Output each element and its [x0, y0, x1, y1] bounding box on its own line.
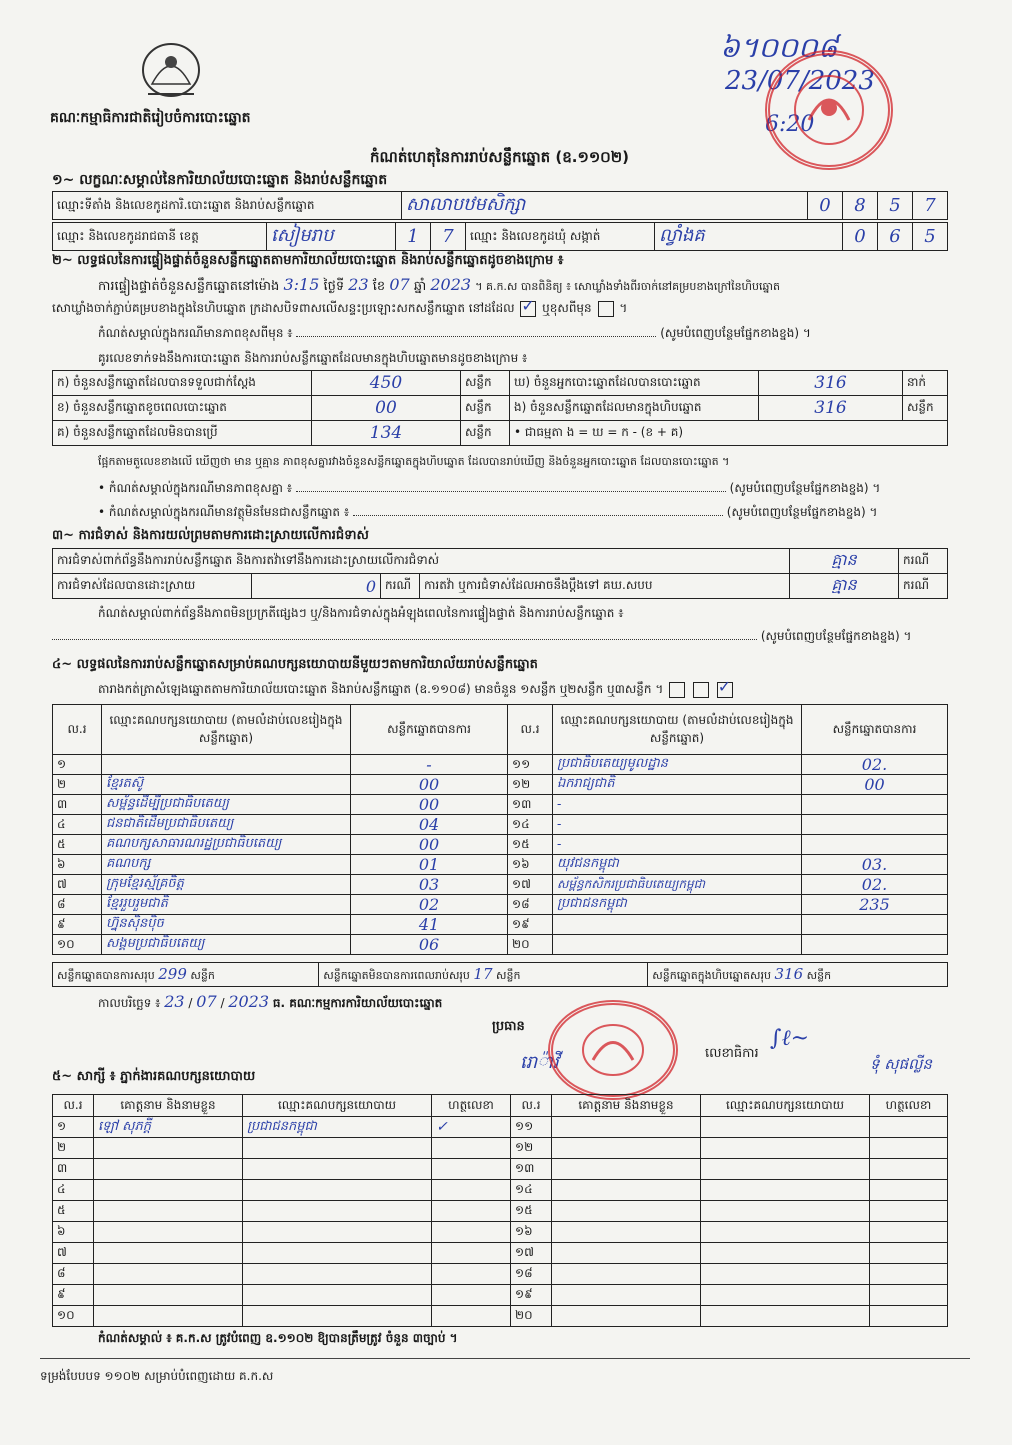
party-name: -: [553, 835, 802, 855]
objection-unit: ករណី: [899, 549, 948, 574]
party-votes: -: [351, 755, 508, 775]
date-year: 2023: [228, 992, 270, 1011]
col-party: ឈ្មោះគណបក្សនយោបាយ (តាមលំដាប់លេខរៀងក្នុងសន្លឹកឆ្នោត): [553, 705, 802, 755]
party-name: -: [553, 815, 802, 835]
row-no: ១២: [511, 1138, 552, 1159]
note-suffix: (សូមបំពេញបន្ថែមផ្នែកខាងខ្នង) ។: [660, 326, 811, 340]
row-no: ៥: [53, 1201, 94, 1222]
stamp-seal: [765, 50, 893, 170]
total-box-unit: សន្លឹក: [806, 968, 832, 982]
table-row: [53, 1201, 948, 1222]
col-party: ឈ្មោះគណបក្សនយោបាយ (តាមលំដាប់លេខរៀងក្នុងសន្លឹកឆ្នោត): [102, 705, 351, 755]
bullet2-suffix: (សូមបំពេញបន្ថែមផ្នែកខាងខ្នង) ។: [726, 505, 878, 519]
secretary-signature: ∫ℓ~: [770, 1026, 810, 1051]
party-votes: 41: [351, 915, 508, 935]
row-no: ៣: [53, 1159, 94, 1180]
party-votes: 04: [351, 815, 508, 835]
province-digit: 7: [431, 223, 466, 251]
handwritten-time: 6:20: [765, 112, 815, 137]
party-name: ហ្វ៊ុនស៊ិនប៉ិច: [102, 915, 351, 935]
bullet1-dots: [296, 491, 726, 492]
section3-table: [52, 548, 948, 599]
count-left-value: 00: [312, 396, 461, 421]
row-no: ១០: [53, 1306, 94, 1327]
count-row: [53, 396, 948, 421]
col-no: ល.រ: [53, 1095, 94, 1117]
party-name: ជនជាតិដើមប្រជាធិបតេយ្យ: [102, 815, 351, 835]
row-no: ៨: [53, 1264, 94, 1285]
row-no: ១៩: [508, 915, 553, 935]
count-right-value: 316: [759, 371, 903, 396]
compare-line: ផ្អែកតាមតួលេខខាងលើ ឃើញថា មាន ឬគ្មាន ភាពខុសគ្នារវាងចំនួនសន្លឹកឆ្នោតក្នុងហិបឆ្នោត ដែលបានរាប់ឃើញ និងចំនួនអ្នកបោះឆ្នោត ដែលបានបោះឆ្នោត ។: [98, 455, 730, 468]
party-votes: 02: [351, 895, 508, 915]
table-row: [53, 815, 948, 835]
col-sign: ហត្ថលេខា: [432, 1095, 511, 1117]
location-digit: 0: [808, 192, 843, 220]
col-name: គោត្តនាម និងនាមខ្លួន: [552, 1095, 701, 1117]
commune-digit: 6: [878, 223, 913, 251]
party-name: ខ្មែរតស៊ូ: [102, 775, 351, 795]
party-votes: 02.: [802, 875, 948, 895]
location-label: ឈ្មោះទីតាំង និងលេខកូដការិ.បោះឆ្នោត និងរាប់សន្លឹកឆ្នោត: [53, 192, 402, 220]
commune-digit: 5: [913, 223, 948, 251]
row-no: ១៤: [508, 815, 553, 835]
different-checkbox[interactable]: [598, 301, 614, 317]
count-row: [53, 421, 948, 446]
row-no: ១២: [508, 775, 553, 795]
table-row: [53, 1243, 948, 1264]
emblem-icon: [138, 40, 204, 102]
location-digit: 5: [878, 192, 913, 220]
committee-stamp: [548, 1000, 678, 1100]
col-name: គោត្តនាម និងនាមខ្លួន: [94, 1095, 243, 1117]
note-label: កំណត់សម្គាល់ក្នុងករណីមានភាពខុសពីមុន ៖: [98, 326, 293, 340]
totals-table: [52, 962, 948, 987]
row-no: ១៥: [508, 835, 553, 855]
handwritten-date: 23/07/2023: [725, 66, 875, 96]
count-right-value: 316: [759, 396, 903, 421]
section1-table: [52, 191, 948, 220]
count-left-unit: សន្លឹក: [461, 421, 510, 446]
table-row: [53, 775, 948, 795]
verify-year: 2023: [430, 275, 472, 294]
count-row: [53, 371, 948, 396]
location-value: សាលាបឋមសិក្សា: [402, 192, 808, 220]
row-no: ២: [53, 775, 102, 795]
total-invalid-unit: សន្លឹក: [496, 968, 521, 982]
count-left-value: 134: [312, 421, 461, 446]
witness-table: [52, 1094, 948, 1327]
section3-note-row: [52, 628, 911, 646]
count-left-label: ក) ចំនួនសន្លឹកឆ្នោតដែលបានទទួលជាក់ស្តែង: [53, 371, 312, 396]
party-votes: 00: [351, 775, 508, 795]
secretary-name: ទុំ សុផល្លីន: [870, 1055, 932, 1073]
verify-prefix: ការផ្ទៀងផ្ទាត់ចំនួនសន្លឹកឆ្នោតនៅម៉ោង: [98, 279, 280, 294]
resolved-unit: ករណី: [381, 574, 420, 599]
row-no: ១: [53, 1117, 94, 1138]
total-valid-label: សន្លឹកឆ្នោតបានការសរុប: [57, 968, 155, 982]
section3-heading: ៣~ ការជំទាស់ និងការយល់ព្រមតាមការដោះស្រាយលើការជំទាស់: [52, 528, 369, 543]
count-right-label: ង) ចំនួនសន្លឹកឆ្នោតដែលមានក្នុងហិបឆ្នោត: [510, 396, 759, 421]
total-box: 316: [774, 964, 804, 983]
party-votes: 03: [351, 875, 508, 895]
row-no: ២០: [508, 935, 553, 955]
row-no: ១១: [508, 755, 553, 775]
party-votes: 00: [351, 795, 508, 815]
commune-label: ឈ្មោះ និងលេខកូដឃុំ សង្កាត់: [466, 223, 655, 251]
appeal-label: ការតវ៉ា ឬការជំទាស់ដែលអាចនឹងប្តឹងទៅ គឃ.សបប: [420, 574, 790, 599]
table-row: [53, 1138, 948, 1159]
table-row: [53, 895, 948, 915]
party-name: [553, 935, 802, 955]
witness-party: ប្រជាជនកម្ពុជា: [243, 1117, 432, 1138]
row-no: ១៧: [511, 1243, 552, 1264]
section1-table-row2: [52, 222, 948, 251]
sheet-line: [98, 681, 735, 699]
table-row: [53, 875, 948, 895]
row-no: ២: [53, 1138, 94, 1159]
row-no: ៤: [53, 815, 102, 835]
section3-note: កំណត់សម្គាល់ពាក់ព័ន្ធនឹងភាពមិនប្រក្រតីផ្សេងៗ ឬ/និងការជំទាស់ក្នុងអំឡុងពេលនៃការផ្ទៀងផ្ទាត់ និងការរាប់សន្លឹកឆ្នោត ៖: [98, 606, 624, 620]
party-name: ប្រជាជនកម្ពុជា: [553, 895, 802, 915]
results-table: [52, 704, 948, 955]
party-name: យុវជនកម្ពុជា: [553, 855, 802, 875]
total-valid-cell: [53, 963, 319, 987]
party-votes: 00: [802, 775, 948, 795]
province-digit: 1: [396, 223, 431, 251]
section4-heading: ៤~ លទ្ធផលនៃការរាប់សន្លឹកឆ្នោតសម្រាប់គណបក្សនយោបាយនីមួយៗតាមការិយាល័យរាប់សន្លឹកឆ្នោត: [52, 657, 538, 672]
party-name: ខ្មែររួបរួមជាតិ: [102, 895, 351, 915]
party-votes: 235: [802, 895, 948, 915]
row-no: ៧: [53, 875, 102, 895]
bullet2: • កំណត់សម្គាល់ក្នុងករណីមានវត្ថុមិនមែនជាសន្លឹកឆ្នោត ៖: [98, 505, 350, 519]
table-row: [53, 1264, 948, 1285]
commune-digit: 0: [843, 223, 878, 251]
footer-divider: [40, 1358, 970, 1359]
verify-or: ឬខុសពីមុន: [542, 301, 592, 315]
location-digit: 8: [843, 192, 878, 220]
party-votes: 02.: [802, 755, 948, 775]
verify-month: 07: [389, 275, 410, 294]
section2-intro: គូរលេខទាក់ទងនឹងការបោះឆ្នោត និងការរាប់សន្លឹកឆ្នោតដែលមានក្នុងហិបឆ្នោតមានដូចខាងក្រោម ៖: [98, 351, 528, 365]
party-name: ប្រជាធិបតេយ្យមូលដ្ឋាន: [553, 755, 802, 775]
row-no: ១៧: [508, 875, 553, 895]
verify-line: [98, 275, 780, 297]
org-name: គណៈកម្មាធិការជាតិរៀបចំការបោះឆ្នោត: [50, 110, 251, 126]
col-votes: សន្លឹកឆ្នោតបានការ: [802, 705, 948, 755]
bullet1: • កំណត់សម្គាល់ក្នុងករណីមានភាពខុសគ្នា ៖: [98, 481, 293, 495]
party-votes: [802, 795, 948, 815]
row-no: ១១: [511, 1117, 552, 1138]
table-row: [53, 1117, 948, 1138]
chair-name: រោ៉ាវី: [520, 1052, 559, 1073]
secretary-label: លេខាធិការ: [705, 1046, 759, 1061]
two-sheet-checkbox[interactable]: [693, 682, 709, 698]
row-no: ១៥: [511, 1201, 552, 1222]
col-sign: ហត្ថលេខា: [870, 1095, 948, 1117]
party-votes: 03.: [802, 855, 948, 875]
count-left-label: គ) ចំនួនសន្លឹកឆ្នោតដែលមិនបានប្រើ: [53, 421, 312, 446]
one-sheet-checkbox[interactable]: [669, 682, 685, 698]
table-row: [53, 1180, 948, 1201]
total-box-cell: [648, 963, 948, 987]
row-no: ២០: [511, 1306, 552, 1327]
table-row: [53, 1306, 948, 1327]
total-invalid-cell: [319, 963, 648, 987]
witness-name: ឡៅ សុភក្តី: [94, 1117, 243, 1138]
col-no: ល.រ: [508, 705, 553, 755]
row-no: ៥: [53, 835, 102, 855]
party-name: គណបក្ស: [102, 855, 351, 875]
verify-day: 23: [348, 275, 369, 294]
formula: • ជាធម្មតា ង = ឃ = ក - (ខ + គ): [510, 421, 948, 446]
row-no: ៩: [53, 1285, 94, 1306]
party-name: សង្គមប្រជាធិបតេយ្យ: [102, 935, 351, 955]
total-invalid: 17: [473, 964, 493, 983]
count-right-label: ឃ) ចំនួនអ្នកបោះឆ្នោតដែលបានបោះឆ្នោត: [510, 371, 759, 396]
three-sheet-checkbox[interactable]: [717, 682, 733, 698]
party-name: ឯករាជ្យជាតិ: [553, 775, 802, 795]
table-row: [53, 795, 948, 815]
party-votes: 01: [351, 855, 508, 875]
party-name: សម្ព័ន្ធកសិករប្រជាធិបតេយ្យកម្ពុជា: [553, 875, 802, 895]
verify-year-label: ឆ្នាំ: [413, 279, 427, 294]
table-row: [53, 935, 948, 955]
party-votes: 00: [351, 835, 508, 855]
total-invalid-label: សន្លឹកឆ្នោតមិនបានការពេលរាប់សរុប: [323, 968, 470, 982]
date-day: 23: [164, 992, 185, 1011]
sheet-line-text: តារាងកត់ត្រាសំឡេងឆ្នោតតាមការិយាល័យបោះឆ្នោត និងរាប់សន្លឹកឆ្នោត (ឧ.១១០៨) មានចំនួន ១សន្លឹក ឬ២សន្លឹក ឬ៣សន្លឹក ។: [98, 682, 664, 696]
province-label: ឈ្មោះ និងលេខកូដរាជធានី ខេត្ត: [53, 223, 267, 251]
commune-value: ល្វាំងគ: [655, 223, 843, 251]
section5-footnote: កំណត់សម្គាល់ ៖ គ.ក.ស ត្រូវបំពេញ ឧ.១១០២ ឱ្យបានត្រឹមត្រូវ ចំនួន ៣ច្បាប់ ។: [98, 1331, 458, 1345]
party-votes: [802, 915, 948, 935]
party-name: [102, 755, 351, 775]
row-no: ៣: [53, 795, 102, 815]
objection-value: គ្មាន: [790, 549, 899, 574]
committee-label: ធ. គណៈកម្មការការិយាល័យបោះឆ្នោត: [272, 996, 443, 1010]
date-line: កាលបរិច្ឆេទ ៖ 23 / 07 / 2023 ធ. គណៈកម្មការការិយាល័យបោះឆ្នោត: [98, 992, 443, 1011]
verify-line2-row: សោឃ្លាំងចាក់ភ្ជាប់គម្របខាងក្នុងនៃហិបឆ្នោត ក្រដាសបិទពាសលើសន្ទះប្រឡោះសកសន្លឹកឆ្នោត នៅដដែល ✓ ឬខុសពីមុន ។: [52, 300, 627, 318]
note-dots: [296, 336, 656, 337]
handwritten-code: ៦។០០០៨: [720, 31, 838, 64]
note-line: [98, 325, 948, 343]
row-no: ១៦: [511, 1222, 552, 1243]
table-row: [53, 1222, 948, 1243]
total-valid: 299: [158, 964, 187, 983]
party-votes: [802, 935, 948, 955]
section2-table: [52, 370, 948, 446]
bullet1-suffix: (សូមបំពេញបន្ថែមផ្នែកខាងខ្នង) ។: [729, 481, 881, 495]
verify-suffix: ។ គ.ក.ស បានពិនិត្យ ៖ សោឃ្លាំងទាំងពីរចាក់នៅគម្របខាងក្រៅនៃហិបឆ្នោត: [475, 280, 780, 293]
form-title: កំណត់ហេតុនៃការរាប់សន្លឹកឆ្នោត (ឧ.១១០២): [370, 148, 630, 166]
col-party: ឈ្មោះគណបក្សនយោបាយ: [701, 1095, 870, 1117]
count-left-unit: សន្លឹក: [461, 371, 510, 396]
objection-label: ការជំទាស់ពាក់ព័ន្ធនឹងការរាប់សន្លឹកឆ្នោត និងការតវ៉ាទៅនឹងការដោះស្រាយលើការជំទាស់: [53, 549, 790, 574]
resolved-label: ការជំទាស់ដែលបានដោះស្រាយ: [53, 574, 252, 599]
section1-heading: ១~ លក្ខណៈសម្គាល់នៃការិយាល័យបោះឆ្នោត និងរាប់សន្លឹកឆ្នោត: [52, 172, 388, 188]
party-name: គណបក្សសាធារណរដ្ឋប្រជាធិបតេយ្យ: [102, 835, 351, 855]
party-votes: [802, 835, 948, 855]
section3-dots: [52, 639, 757, 640]
total-valid-unit: សន្លឹក: [190, 968, 215, 982]
date-month: 07: [196, 992, 217, 1011]
col-votes: សន្លឹកឆ្នោតបានការ: [351, 705, 508, 755]
resolved-value: 0: [252, 574, 381, 599]
row-no: ៦: [53, 855, 102, 875]
same-checkbox[interactable]: [520, 301, 536, 317]
row-no: ១៤: [511, 1180, 552, 1201]
row-no: ៦: [53, 1222, 94, 1243]
row-no: ១: [53, 755, 102, 775]
count-left-label: ខ) ចំនួនសន្លឹកឆ្នោតខូចពេលបោះឆ្នោត: [53, 396, 312, 421]
row-no: ១៩: [511, 1285, 552, 1306]
row-no: ១៨: [508, 895, 553, 915]
table-row: [53, 915, 948, 935]
bullet1-row: [98, 480, 880, 498]
col-no: ល.រ: [53, 705, 102, 755]
row-no: ១៣: [508, 795, 553, 815]
row-no: ១៣: [511, 1159, 552, 1180]
count-left-unit: សន្លឹក: [461, 396, 510, 421]
party-name: [553, 915, 802, 935]
table-row: [53, 835, 948, 855]
section3-note-suffix: (សូមបំពេញបន្ថែមផ្នែកខាងខ្នង) ។: [760, 629, 912, 643]
province-value: សៀមរាប: [267, 223, 396, 251]
col-party: ឈ្មោះគណបក្សនយោបាយ: [243, 1095, 432, 1117]
count-left-value: 450: [312, 371, 461, 396]
col-no: ល.រ: [511, 1095, 552, 1117]
row-no: ១៦: [508, 855, 553, 875]
date-label: កាលបរិច្ឆេទ ៖: [98, 996, 161, 1010]
party-name: -: [553, 795, 802, 815]
row-no: ៩: [53, 915, 102, 935]
section5-heading: ៥~ សាក្សី ៖ ភ្នាក់ងារគណបក្សនយោបាយ: [52, 1069, 256, 1084]
count-right-unit: នាក់: [903, 371, 948, 396]
bullet2-dots: [353, 515, 723, 516]
table-row: [53, 1159, 948, 1180]
party-name: ក្រុមខ្មែរស្ម័គ្រចិត្ត: [102, 875, 351, 895]
row-no: ៧: [53, 1243, 94, 1264]
table-row: [53, 1285, 948, 1306]
section2-heading: ២~ លទ្ធផលនៃការផ្ទៀងផ្ទាត់ចំនួនសន្លឹកឆ្នោតតាមការិយាល័យបោះឆ្នោត និងរាប់សន្លឹកឆ្នោតដូចខាងក្រោម ៖: [52, 253, 564, 268]
witness-sign: ✓: [432, 1117, 511, 1138]
row-no: ១០: [53, 935, 102, 955]
party-votes: 06: [351, 935, 508, 955]
row-no: ៨: [53, 895, 102, 915]
verify-line2: សោឃ្លាំងចាក់ភ្ជាប់គម្របខាងក្នុងនៃហិបឆ្នោត ក្រដាសបិទពាសលើសន្ទះប្រឡោះសកសន្លឹកឆ្នោត នៅដដែល: [52, 301, 515, 315]
verify-time: 3:15: [283, 275, 320, 294]
appeal-unit: ករណី: [899, 574, 948, 599]
row-no: ៤: [53, 1180, 94, 1201]
verify-month-label: ខែ: [372, 279, 386, 294]
row-no: ១៨: [511, 1264, 552, 1285]
chair-label: ប្រធាន: [492, 1019, 525, 1034]
total-box-label: សន្លឹកឆ្នោតក្នុងហិបឆ្នោតសរុប: [652, 968, 771, 982]
table-row: [53, 755, 948, 775]
footer-text: ទម្រង់បែបបទ ១១០២ សម្រាប់បំពេញដោយ គ.ក.ស: [40, 1369, 274, 1383]
party-name: សម្ព័ន្ធដើម្បីប្រជាធិបតេយ្យ: [102, 795, 351, 815]
table-row: [53, 855, 948, 875]
verify-day-label: ថ្ងៃទី: [323, 279, 345, 294]
appeal-value: គ្មាន: [790, 574, 899, 599]
bullet2-row: [98, 504, 877, 522]
location-digit: 7: [913, 192, 948, 220]
count-right-unit: សន្លឹក: [903, 396, 948, 421]
party-votes: [802, 815, 948, 835]
